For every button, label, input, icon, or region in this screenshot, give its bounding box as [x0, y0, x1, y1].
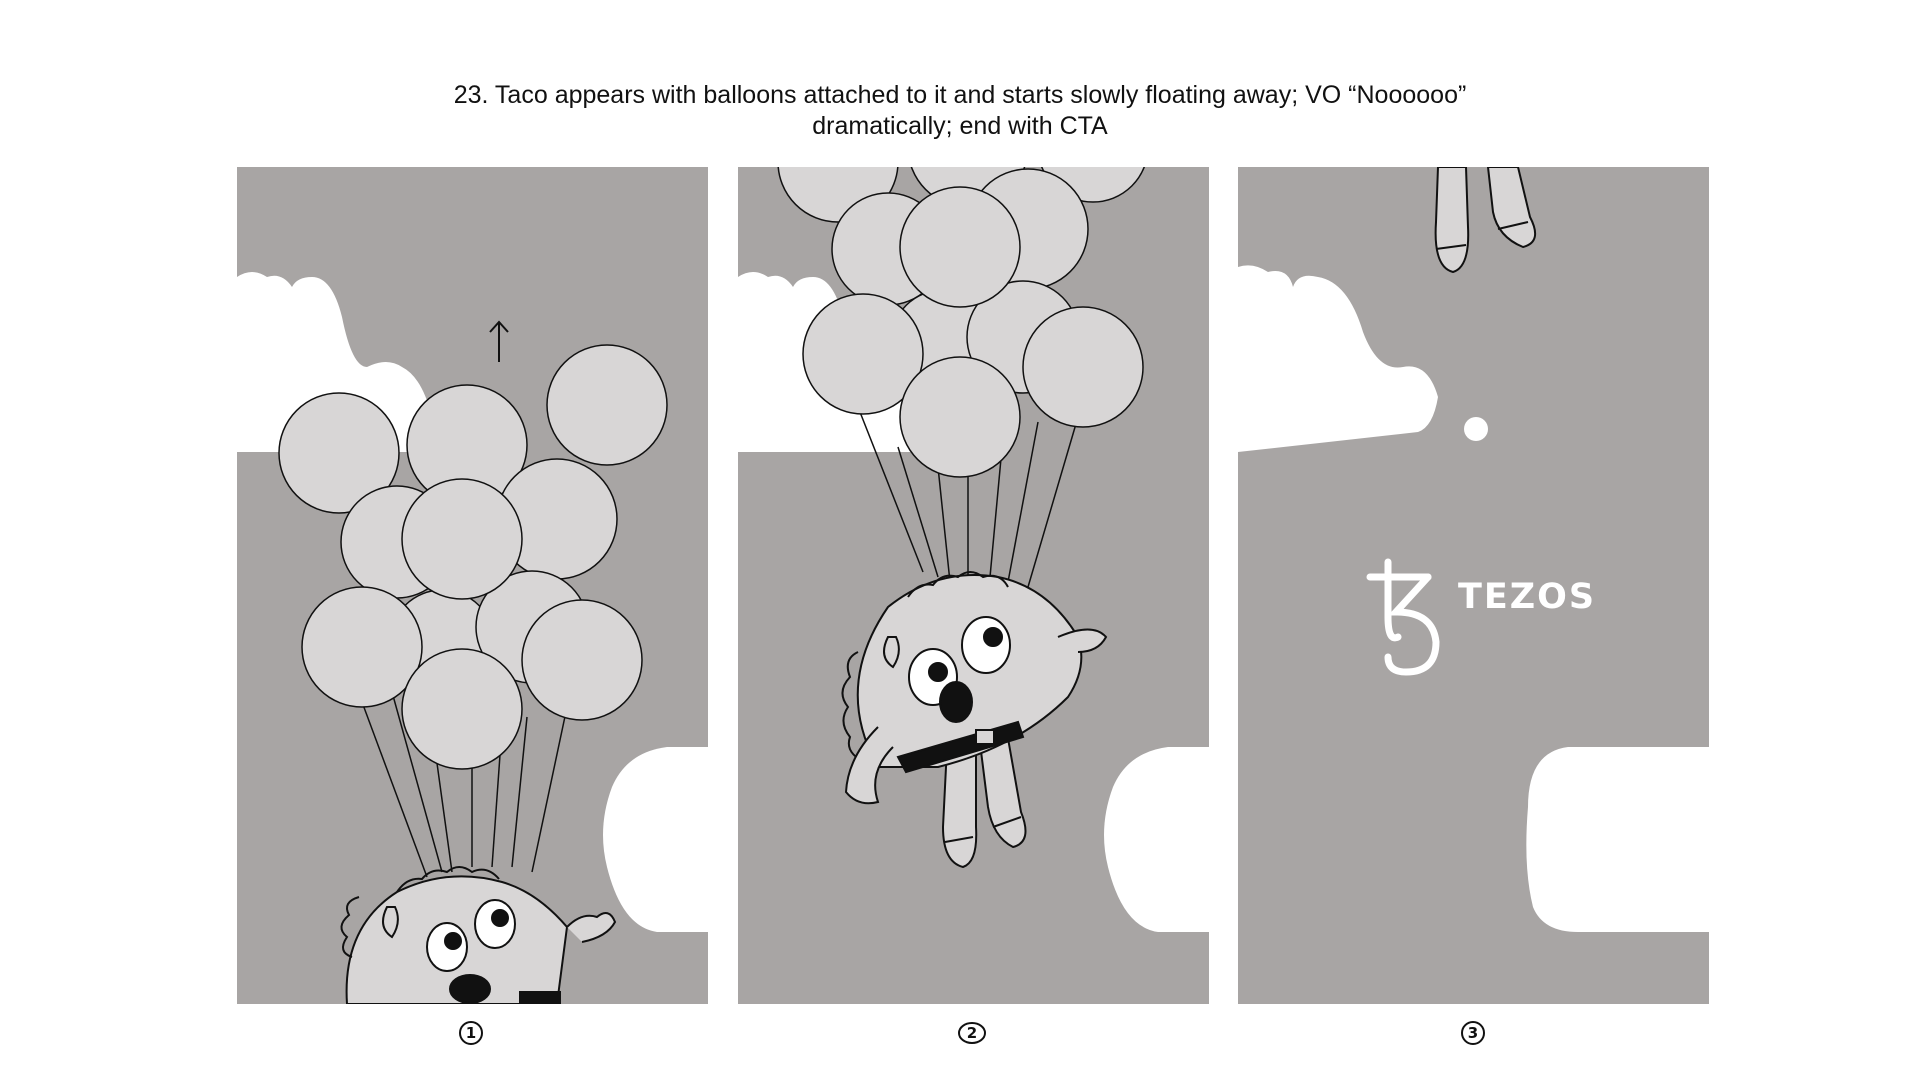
- taco-legs: [1436, 167, 1536, 272]
- panel-number-3: 3: [1458, 1018, 1488, 1048]
- panel-1-illustration: [237, 167, 708, 1004]
- storyboard-panel-1: [237, 167, 708, 1004]
- tezos-logo-icon: [1370, 562, 1436, 672]
- caption-line-2: dramatically; end with CTA: [812, 112, 1108, 140]
- tezos-logo-text: TEZOS: [1458, 577, 1597, 617]
- taco-character: [341, 867, 615, 1004]
- up-arrow-icon: [490, 322, 508, 362]
- panel-number-1: 1: [456, 1018, 486, 1048]
- panel-number-2: 2: [957, 1018, 987, 1048]
- balloon-cluster: [279, 345, 667, 769]
- storyboard-panel-2: [738, 167, 1209, 1004]
- caption-line-1: 23. Taco appears with balloons attached to it and starts slowly floating away; VO “Noooooo”: [453, 81, 1467, 109]
- scene-caption: [0, 80, 1920, 142]
- taco-character: [842, 572, 1106, 867]
- storyboard-panel-3: [1238, 167, 1709, 1004]
- panel-2-illustration: [738, 167, 1209, 1004]
